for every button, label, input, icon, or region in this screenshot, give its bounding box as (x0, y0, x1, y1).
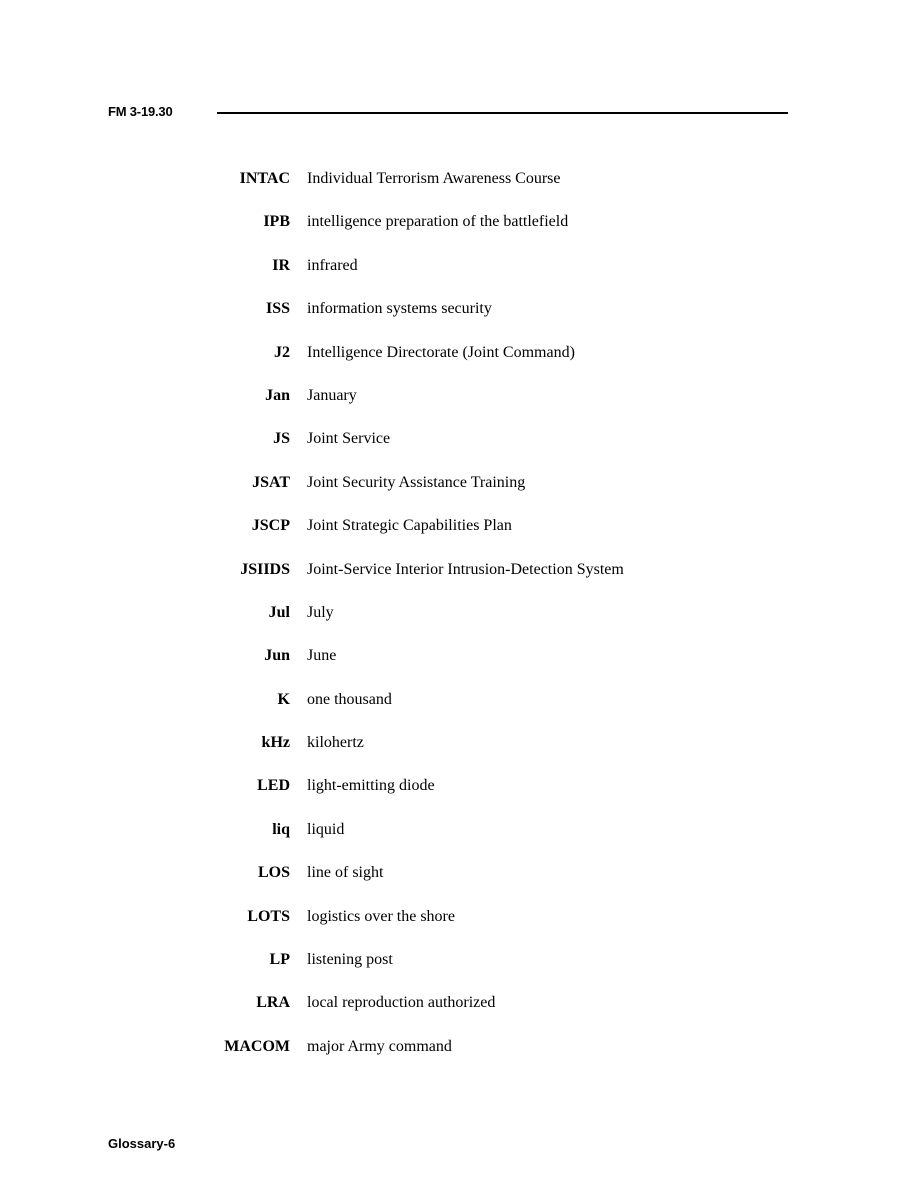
glossary-term: Jan (265, 386, 290, 404)
glossary-entry (0, 691, 923, 734)
glossary-entry (0, 908, 923, 951)
glossary-term: liq (272, 820, 290, 838)
page-number: Glossary-6 (108, 1136, 176, 1151)
glossary-definition: logistics over the shore (307, 907, 455, 925)
glossary-term: Jul (268, 603, 290, 621)
glossary-entry (0, 300, 923, 343)
glossary-term: Jun (264, 647, 290, 665)
glossary-definition: Joint Service (307, 430, 391, 448)
glossary-term: JSIIDS (240, 560, 290, 578)
glossary-term: kHz (261, 734, 290, 752)
glossary-definition: major Army command (307, 1037, 452, 1055)
glossary-definition: information systems security (307, 300, 492, 318)
glossary-entry (0, 430, 923, 473)
glossary-term: INTAC (239, 170, 290, 187)
header-rule (217, 112, 788, 114)
glossary-term: K (277, 690, 290, 708)
glossary-term: JSAT (252, 473, 290, 491)
glossary-definition: infrared (307, 256, 358, 274)
glossary-definition: intelligence preparation of the battlefield (307, 213, 569, 231)
glossary-definition: Intelligence Directorate (Joint Command) (307, 343, 575, 361)
glossary-term: LRA (256, 994, 290, 1012)
glossary-definition: Joint-Service Interior Intrusion-Detection System (307, 560, 624, 578)
glossary-definition: liquid (307, 820, 345, 838)
glossary-entry (0, 561, 923, 604)
manual-number: FM 3-19.30 (108, 104, 173, 119)
glossary-definition: local reproduction authorized (307, 994, 496, 1012)
glossary-definition: June (307, 647, 337, 665)
glossary-entry (0, 387, 923, 430)
glossary-definition: Individual Terrorism Awareness Course (307, 170, 561, 187)
glossary-term: MACOM (224, 1037, 290, 1055)
glossary-definition: light-emitting diode (307, 777, 435, 795)
glossary-term: JS (273, 430, 290, 448)
glossary-entry (0, 257, 923, 300)
glossary-term: IR (272, 256, 290, 274)
glossary-entry (0, 734, 923, 777)
glossary-term: LP (269, 951, 290, 969)
glossary-term: IPB (263, 213, 290, 231)
glossary-term: JSCP (251, 517, 290, 535)
glossary-definition: Joint Strategic Capabilities Plan (307, 517, 512, 535)
glossary-term: LOS (257, 864, 290, 882)
glossary-term: ISS (265, 300, 290, 318)
glossary-entry (0, 213, 923, 256)
glossary-entry (0, 821, 923, 864)
glossary-entry (0, 777, 923, 820)
glossary-definition: Joint Security Assistance Training (307, 473, 526, 491)
glossary-entry (0, 1038, 923, 1081)
glossary-term: LED (257, 777, 290, 795)
glossary-definition: listening post (307, 951, 393, 969)
glossary-term: J2 (274, 343, 290, 361)
glossary-list (0, 170, 923, 1081)
glossary-entry (0, 864, 923, 907)
glossary-definition: kilohertz (307, 734, 364, 752)
glossary-definition: January (307, 386, 357, 404)
glossary-entry (0, 517, 923, 560)
glossary-term: LOTS (247, 907, 290, 925)
glossary-entry (0, 647, 923, 690)
glossary-entry (0, 344, 923, 387)
glossary-definition: one thousand (307, 690, 392, 708)
glossary-entry (0, 951, 923, 994)
glossary-entry (0, 604, 923, 647)
glossary-entry (0, 994, 923, 1037)
glossary-definition: July (307, 603, 334, 621)
glossary-entry (0, 170, 923, 213)
glossary-entry (0, 474, 923, 517)
glossary-definition: line of sight (307, 864, 384, 882)
